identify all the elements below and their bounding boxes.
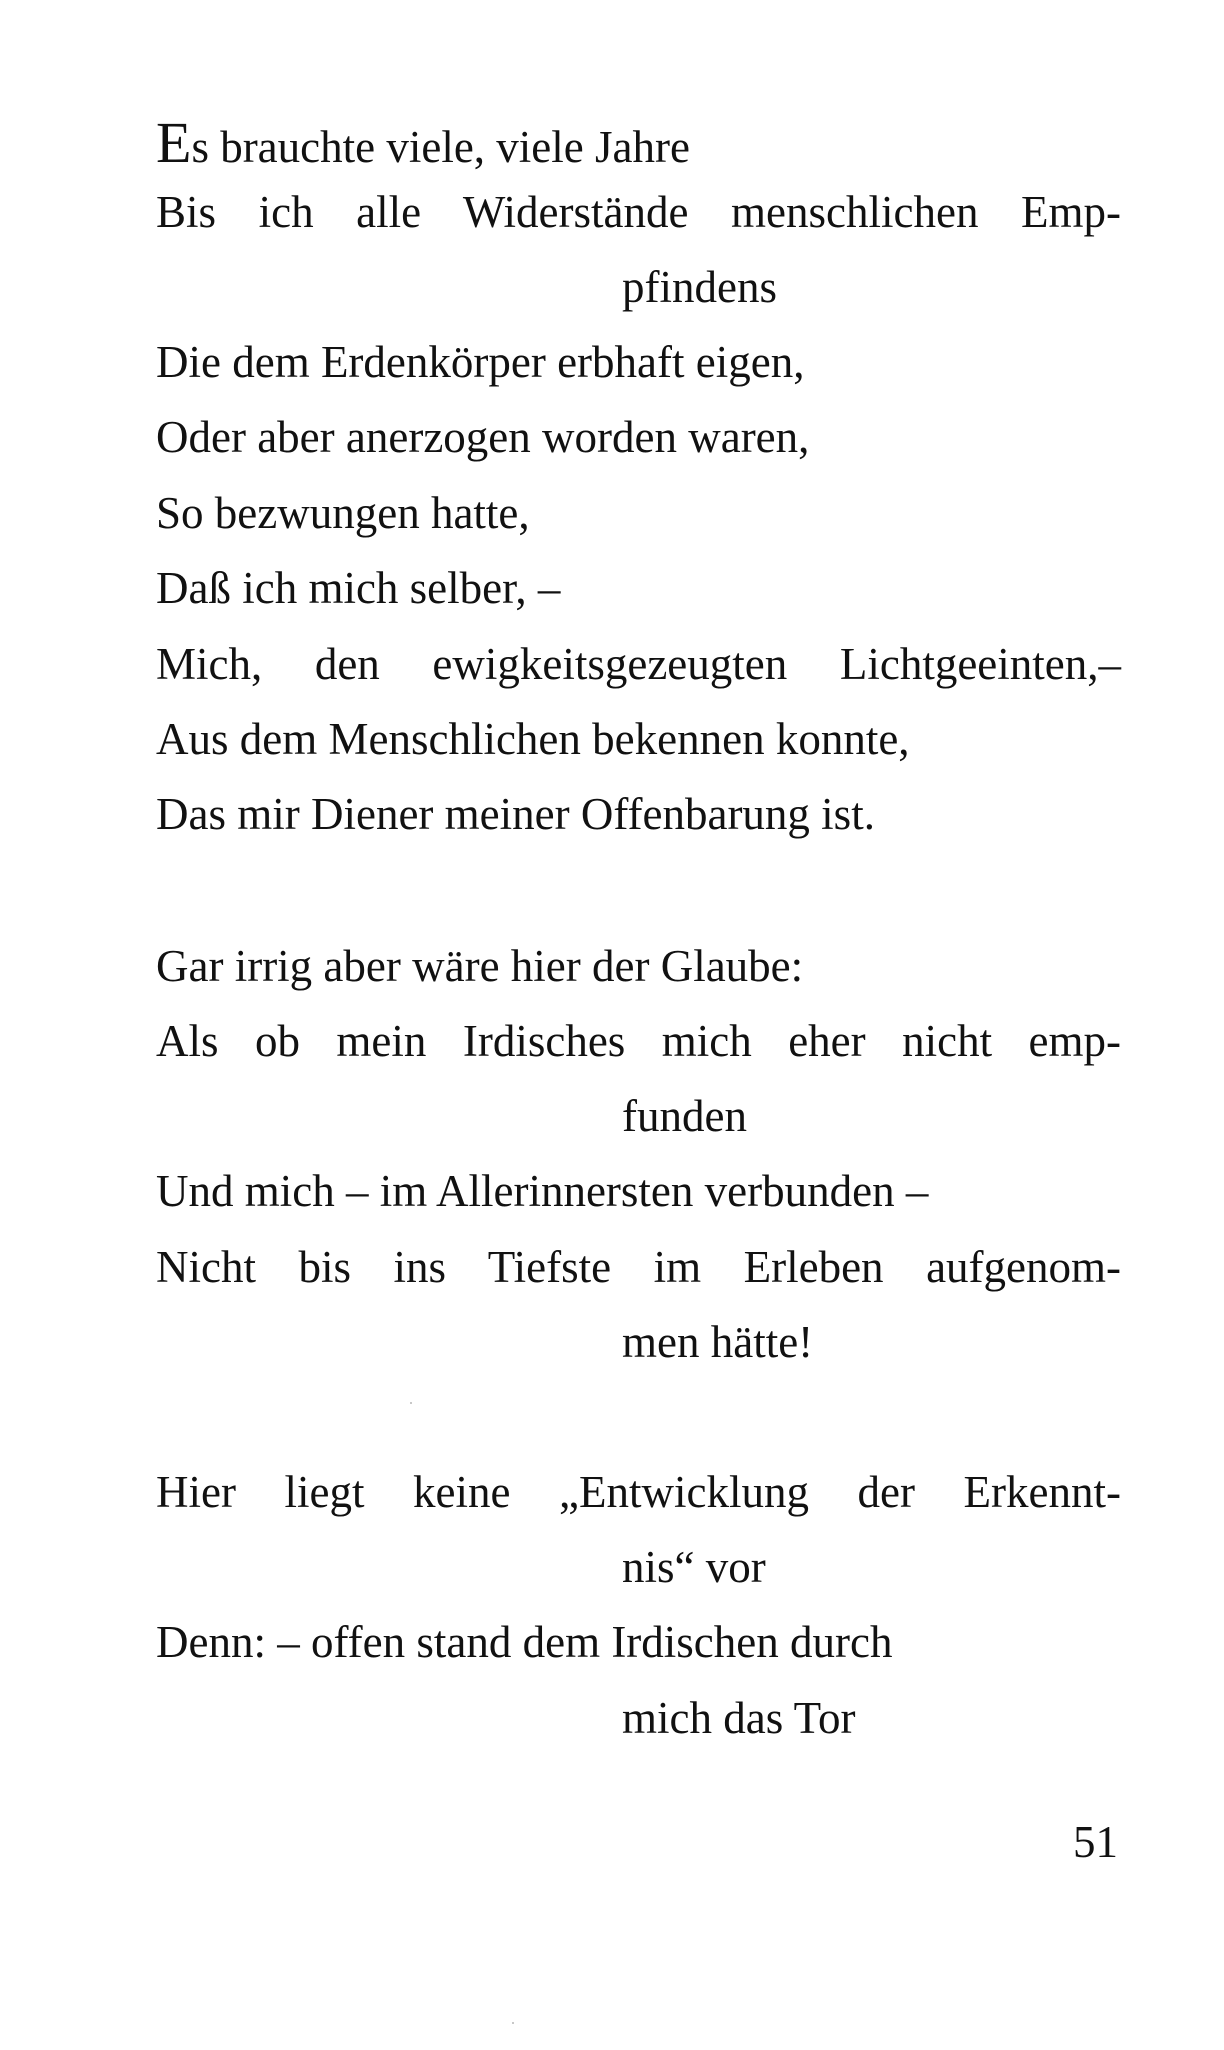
verse-line: Gar irrig aber wäre hier der Glaube:: [156, 941, 804, 991]
verse-line-continuation: mich das Tor: [622, 1693, 856, 1743]
verse-line: Hier liegt keine „Entwicklung der Erkennt-: [156, 1467, 1121, 1517]
verse-line: Und mich – im Allerinnersten verbunden –: [156, 1166, 929, 1216]
verse-line-continuation: men hätte!: [622, 1317, 814, 1367]
verse-line: Das mir Diener meiner Offenbarung ist.: [156, 789, 875, 839]
verse-line-continuation: funden: [622, 1091, 747, 1141]
verse-line: Nicht bis ins Tiefste im Erleben aufgenom-: [156, 1242, 1121, 1292]
page-number: 51: [1073, 1817, 1118, 1867]
verse-line: So bezwungen hatte,: [156, 488, 530, 538]
paper-speck: [512, 2022, 514, 2024]
verse-line-continuation: pfindens: [622, 262, 777, 312]
verse-line-continuation: nis“ vor: [622, 1542, 766, 1592]
verse-line: Daß ich mich selber, –: [156, 563, 561, 613]
verse-line: [156, 110, 690, 175]
verse-line: Als ob mein Irdisches mich eher nicht emp-: [156, 1016, 1121, 1066]
initial-letter: E: [156, 110, 192, 175]
paper-speck: [410, 1402, 412, 1404]
verse-line: Denn: – offen stand dem Irdischen durch: [156, 1617, 893, 1667]
verse-line: Aus dem Menschlichen bekennen konnte,: [156, 714, 910, 764]
verse-line: Bis ich alle Widerstände menschlichen Emp-: [156, 187, 1121, 237]
verse-line: Oder aber anerzogen worden waren,: [156, 412, 810, 462]
verse-line: Die dem Erdenkörper erbhaft eigen,: [156, 337, 805, 387]
verse-line-text: s brauchte viele, viele Jahre: [191, 122, 690, 172]
verse-line: Mich, den ewigkeitsgezeugten Lichtgeeinten,–: [156, 639, 1121, 689]
